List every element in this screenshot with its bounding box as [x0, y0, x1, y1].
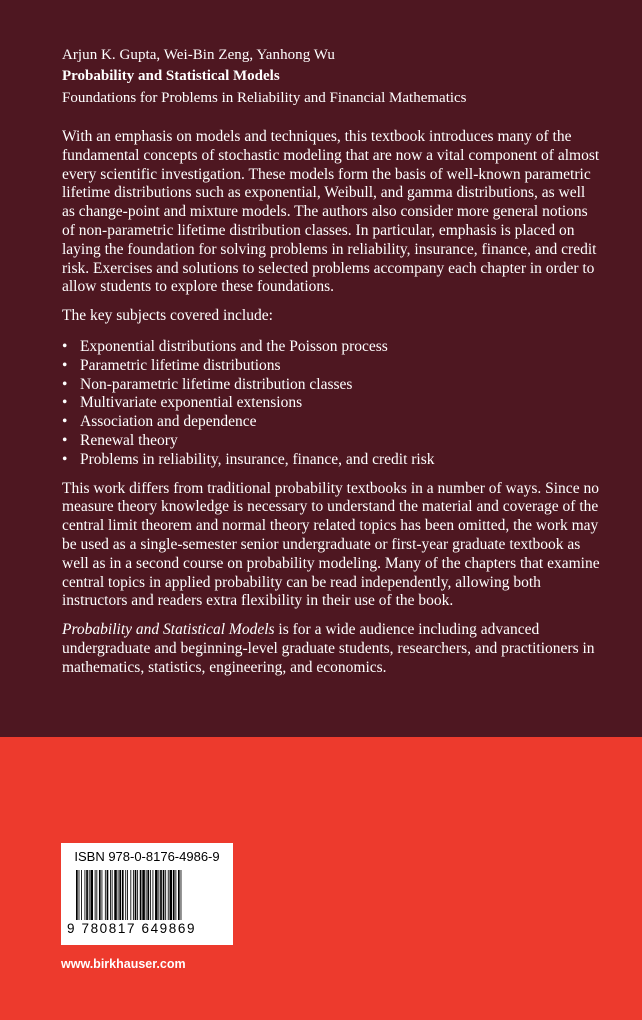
list-item: • Non-parametric lifetime distribution classes	[62, 376, 602, 395]
paragraph-3-text: is for a wide audience including advanced undergraduate and beginning-level graduate students, researchers, and practitioners in mathematics, statistics, engineering, and economics.	[62, 621, 595, 676]
list-item: • Association and dependence	[62, 413, 602, 432]
barcode-bar	[79, 870, 80, 920]
barcode-icon	[76, 870, 222, 920]
barcode-bar	[107, 870, 109, 920]
barcode-bar	[137, 870, 138, 920]
barcode-bar	[90, 870, 93, 920]
barcode-bar	[140, 870, 142, 920]
barcode-bar	[170, 870, 173, 920]
barcode-bar	[130, 870, 131, 920]
barcode-bar	[96, 870, 97, 920]
barcode-label	[61, 843, 233, 945]
barcode-bar	[178, 870, 180, 920]
barcode-bar	[165, 870, 166, 920]
barcode-bar	[168, 870, 169, 920]
description-paragraph-3	[62, 621, 602, 677]
barcode-bar	[102, 870, 103, 920]
barcode-bar	[173, 870, 175, 920]
key-subjects-list	[62, 338, 602, 470]
barcode-bar	[175, 870, 176, 920]
isbn-text: ISBN 978-0-8176-4986-9	[74, 849, 220, 864]
barcode-bar	[122, 870, 124, 920]
barcode-bar	[86, 870, 88, 920]
barcode-bar	[125, 870, 126, 920]
list-item: • Multivariate exponential extensions	[62, 394, 602, 413]
book-title: Probability and Statistical Models	[62, 68, 280, 84]
barcode-bar	[99, 870, 101, 920]
barcode-bar	[119, 870, 121, 920]
publisher-website: www.birkhauser.com	[61, 957, 186, 971]
barcode-bar	[110, 870, 111, 920]
list-item: • Parametric lifetime distributions	[62, 357, 602, 376]
barcode-bar	[147, 870, 149, 920]
barcode-bar	[158, 870, 159, 920]
barcode-bar	[163, 870, 165, 920]
description	[62, 128, 602, 688]
barcode-bar	[146, 870, 147, 920]
barcode-bar	[112, 870, 113, 920]
book-subtitle: Foundations for Problems in Reliability and Financial Mathematics	[62, 90, 467, 106]
key-subjects-intro: The key subjects covered include:	[62, 307, 273, 325]
barcode-bar	[160, 870, 162, 920]
barcode-digits: 9 780817 649869	[67, 921, 197, 936]
book-title-italic: Probability and Statistical Models	[62, 621, 275, 639]
barcode-bar	[76, 870, 78, 920]
barcode-bar	[118, 870, 119, 920]
barcode-bar	[135, 870, 137, 920]
description-paragraph-2: This work differs from traditional probability textbooks in a number of ways. Since no measure theory knowledge is necessary to understand the material and coverage of the central limit theorem and normal theory related topics has been omitted, the work may be used as a single-semester senior undergraduate or first-year graduate textbook as well as in a second course on probability modeling. Many of the chapters that examine central topics in applied probability can be read independently, allowing both instructors and readers extra flexibility in their use of the book.	[62, 479, 600, 610]
barcode-bar	[150, 870, 151, 920]
authors: Arjun K. Gupta, Wei-Bin Zeng, Yanhong Wu	[62, 47, 335, 63]
list-item: • Renewal theory	[62, 432, 602, 451]
barcode-bar	[153, 870, 154, 920]
barcode-bar	[181, 870, 182, 920]
barcode-bar	[95, 870, 96, 920]
barcode-bar	[114, 870, 117, 920]
barcode-bar	[133, 870, 134, 920]
barcode-bar	[105, 870, 106, 920]
barcode-bar	[85, 870, 86, 920]
barcode-bar	[127, 870, 128, 920]
barcode-bar	[89, 870, 90, 920]
description-paragraph-1: With an emphasis on models and techniques, this textbook introduces many of the fundamental concepts of stochastic modeling that are now a vital component of almost every scientific investigation. These models form the basis of well-known parametric lifetime distributions such as exponential, Weibull, and gamma distributions, as well as change-point and mixture models. The authors also consider more general notions of non-parametric lifetime distribution classes. In particular, emphasis is placed on laying the foundation for solving problems in reliability, insurance, finance, and credit risk. Exercises and solutions to selected problems accompany each chapter in order to allow students to explore these foundations.	[62, 128, 600, 296]
barcode-bar	[155, 870, 158, 920]
list-item: • Problems in reliability, insurance, finance, and credit risk	[62, 451, 602, 470]
barcode-bar	[142, 870, 145, 920]
list-item: • Exponential distributions and the Poisson process	[62, 338, 602, 357]
barcode-bar	[81, 870, 82, 920]
